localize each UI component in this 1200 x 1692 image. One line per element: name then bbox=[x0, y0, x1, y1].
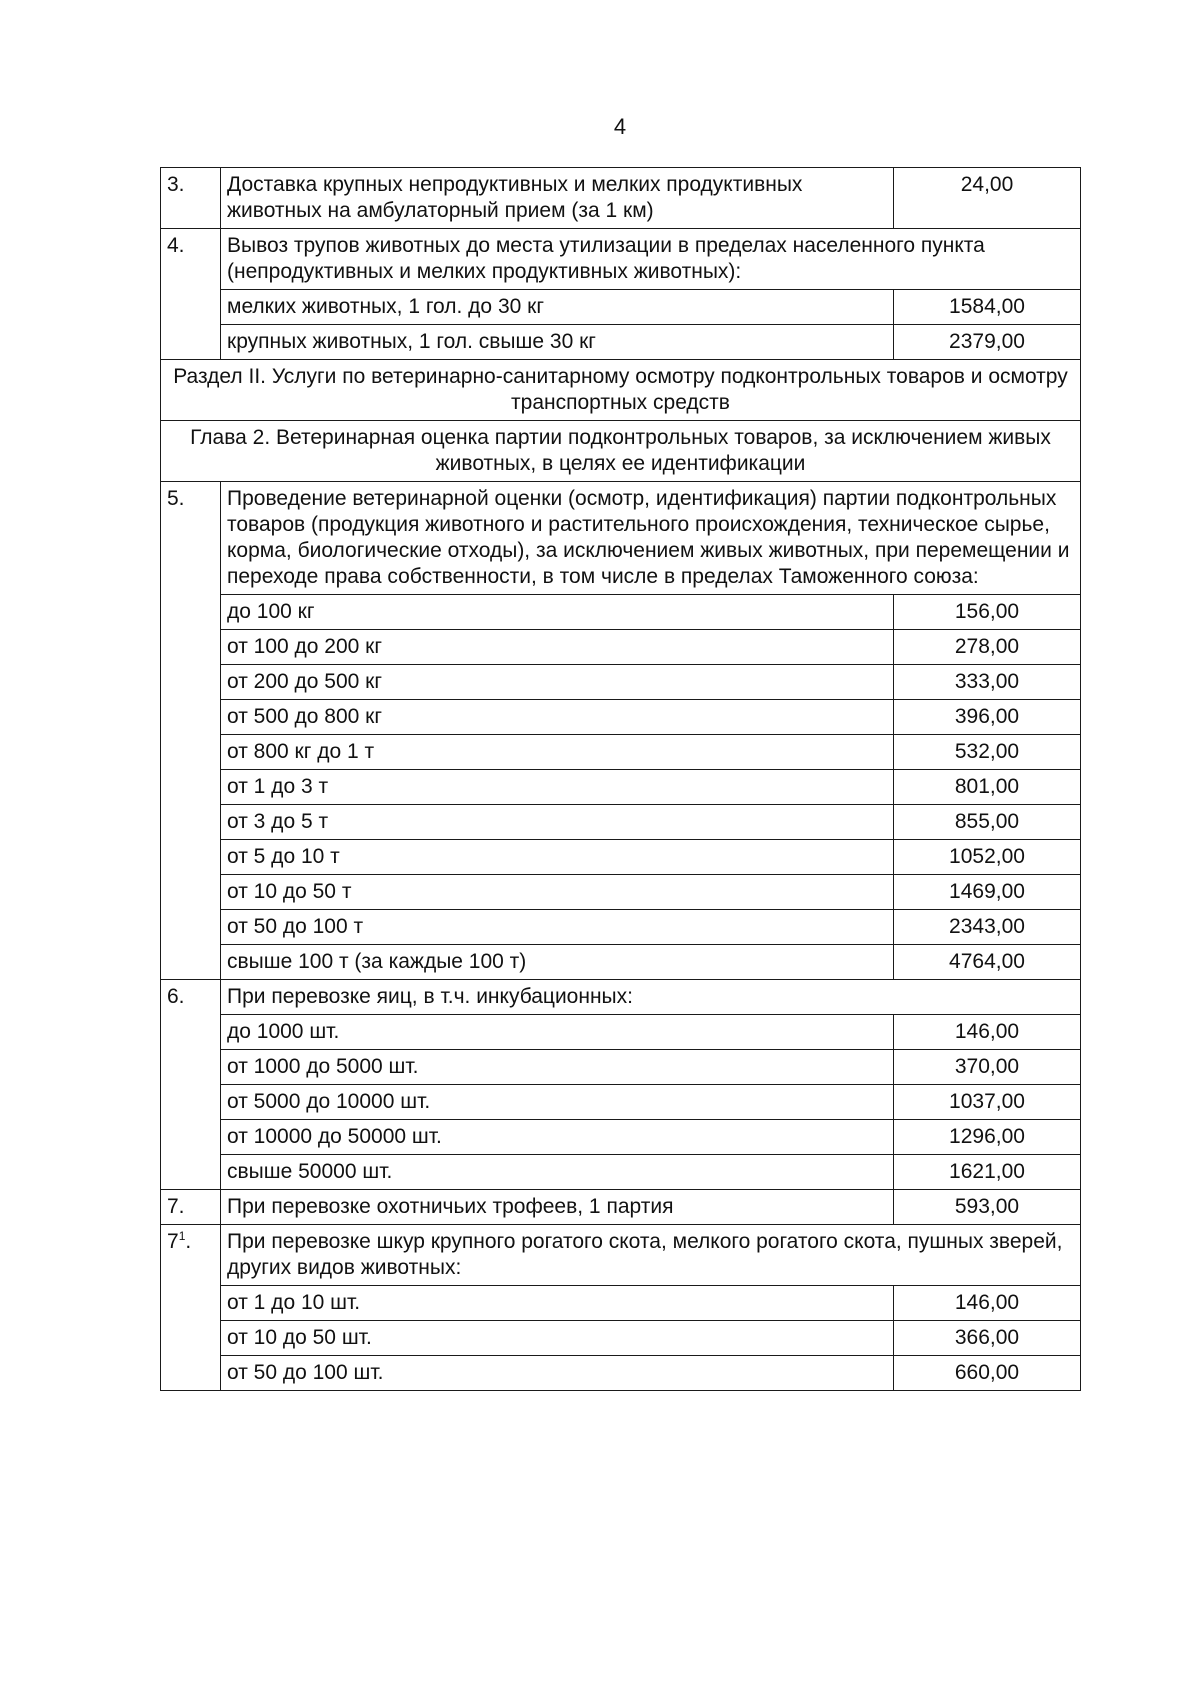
table-row bbox=[161, 1321, 1081, 1356]
service-price: 156,00 bbox=[894, 595, 1081, 630]
service-subitem: от 1 до 10 шт. bbox=[221, 1286, 894, 1321]
service-subitem: от 10 до 50 шт. bbox=[221, 1321, 894, 1356]
service-description: При перевозке шкур крупного рогатого скота, мелкого рогатого скота, пушных зверей, других видов животных: bbox=[221, 1225, 1081, 1286]
table-row bbox=[161, 1155, 1081, 1190]
service-subitem: от 5 до 10 т bbox=[221, 840, 894, 875]
service-price: 4764,00 bbox=[894, 945, 1081, 980]
table-row bbox=[161, 1286, 1081, 1321]
service-subitem: от 200 до 500 кг bbox=[221, 665, 894, 700]
table-row bbox=[161, 735, 1081, 770]
service-price: 532,00 bbox=[894, 735, 1081, 770]
table-row bbox=[161, 1015, 1081, 1050]
table-row bbox=[161, 360, 1081, 421]
table-row bbox=[161, 945, 1081, 980]
table-row bbox=[161, 595, 1081, 630]
table-row bbox=[161, 1120, 1081, 1155]
service-description: При перевозке яиц, в т.ч. инкубационных: bbox=[221, 980, 1081, 1015]
service-subitem: от 500 до 800 кг bbox=[221, 700, 894, 735]
item-number-suffix: . bbox=[185, 1230, 192, 1253]
service-description: Доставка крупных непродуктивных и мелких продуктивных животных на амбулаторный прием (за 1 км) bbox=[221, 168, 894, 229]
service-price: 801,00 bbox=[894, 770, 1081, 805]
service-subitem: от 100 до 200 кг bbox=[221, 630, 894, 665]
table-row bbox=[161, 840, 1081, 875]
table-row bbox=[161, 770, 1081, 805]
table-row bbox=[161, 875, 1081, 910]
table-row bbox=[161, 1085, 1081, 1120]
service-subitem: свыше 50000 шт. bbox=[221, 1155, 894, 1190]
service-subitem: крупных животных, 1 гол. свыше 30 кг bbox=[221, 325, 894, 360]
item-number-main: 7 bbox=[167, 1230, 179, 1253]
service-price: 1621,00 bbox=[894, 1155, 1081, 1190]
item-number-superscript: 1 bbox=[178, 1229, 186, 1243]
service-subitem: от 10000 до 50000 шт. bbox=[221, 1120, 894, 1155]
service-subitem: до 1000 шт. bbox=[221, 1015, 894, 1050]
table-row bbox=[161, 1050, 1081, 1085]
section-heading: Раздел II. Услуги по ветеринарно-санитарному осмотру подконтрольных товаров и осмотру транспортных средств bbox=[161, 360, 1081, 421]
service-price: 278,00 bbox=[894, 630, 1081, 665]
table-row bbox=[161, 229, 1081, 290]
service-price: 146,00 bbox=[894, 1286, 1081, 1321]
service-price: 1037,00 bbox=[894, 1085, 1081, 1120]
service-price: 1584,00 bbox=[894, 290, 1081, 325]
service-subitem: от 1000 до 5000 шт. bbox=[221, 1050, 894, 1085]
table-row bbox=[161, 630, 1081, 665]
table-row bbox=[161, 1356, 1081, 1391]
service-price: 660,00 bbox=[894, 1356, 1081, 1391]
item-number: 6. bbox=[161, 980, 221, 1190]
service-price: 1469,00 bbox=[894, 875, 1081, 910]
service-price: 366,00 bbox=[894, 1321, 1081, 1356]
service-subitem: от 5000 до 10000 шт. bbox=[221, 1085, 894, 1120]
table-row bbox=[161, 168, 1081, 229]
table-row bbox=[161, 665, 1081, 700]
table-row bbox=[161, 910, 1081, 945]
price-table bbox=[160, 167, 1081, 1391]
item-number: 4. bbox=[161, 229, 221, 360]
service-price: 370,00 bbox=[894, 1050, 1081, 1085]
service-price: 2379,00 bbox=[894, 325, 1081, 360]
service-price: 396,00 bbox=[894, 700, 1081, 735]
service-price: 593,00 bbox=[894, 1190, 1081, 1225]
table-row bbox=[161, 700, 1081, 735]
page-number: 4 bbox=[613, 114, 627, 139]
service-subitem: от 10 до 50 т bbox=[221, 875, 894, 910]
service-description: При перевозке охотничьих трофеев, 1 партия bbox=[221, 1190, 894, 1225]
service-price: 1052,00 bbox=[894, 840, 1081, 875]
service-price: 24,00 bbox=[894, 168, 1081, 229]
service-price: 333,00 bbox=[894, 665, 1081, 700]
table-row bbox=[161, 421, 1081, 482]
service-subitem: мелких животных, 1 гол. до 30 кг bbox=[221, 290, 894, 325]
service-subitem: свыше 100 т (за каждые 100 т) bbox=[221, 945, 894, 980]
service-description: Вывоз трупов животных до места утилизации в пределах населенного пункта (непродуктивных и мелких продуктивных животных): bbox=[221, 229, 1081, 290]
item-number: 5. bbox=[161, 482, 221, 980]
table-row bbox=[161, 1190, 1081, 1225]
item-number: 7. bbox=[161, 1190, 221, 1225]
service-subitem: от 3 до 5 т bbox=[221, 805, 894, 840]
service-price: 146,00 bbox=[894, 1015, 1081, 1050]
table-row bbox=[161, 325, 1081, 360]
service-subitem: от 1 до 3 т bbox=[221, 770, 894, 805]
service-price: 1296,00 bbox=[894, 1120, 1081, 1155]
table-row bbox=[161, 980, 1081, 1015]
service-description: Проведение ветеринарной оценки (осмотр, идентификация) партии подконтрольных товаров (продукция животного и растительного происхождения, техническое сырье, корма, биологические отходы), за исключением живых животных, при перемещении и переходе права собственности, в том числе в пределах Таможенного союза: bbox=[221, 482, 1081, 595]
service-subitem: от 50 до 100 т bbox=[221, 910, 894, 945]
table-row bbox=[161, 482, 1081, 595]
service-subitem: от 800 кг до 1 т bbox=[221, 735, 894, 770]
item-number bbox=[161, 1225, 221, 1391]
service-subitem: от 50 до 100 шт. bbox=[221, 1356, 894, 1391]
service-price: 855,00 bbox=[894, 805, 1081, 840]
table-row bbox=[161, 1225, 1081, 1286]
chapter-heading: Глава 2. Ветеринарная оценка партии подконтрольных товаров, за исключением живых животных, в целях ее идентификации bbox=[161, 421, 1081, 482]
item-number: 3. bbox=[161, 168, 221, 229]
table-row bbox=[161, 805, 1081, 840]
table-row bbox=[161, 290, 1081, 325]
service-subitem: до 100 кг bbox=[221, 595, 894, 630]
service-price: 2343,00 bbox=[894, 910, 1081, 945]
